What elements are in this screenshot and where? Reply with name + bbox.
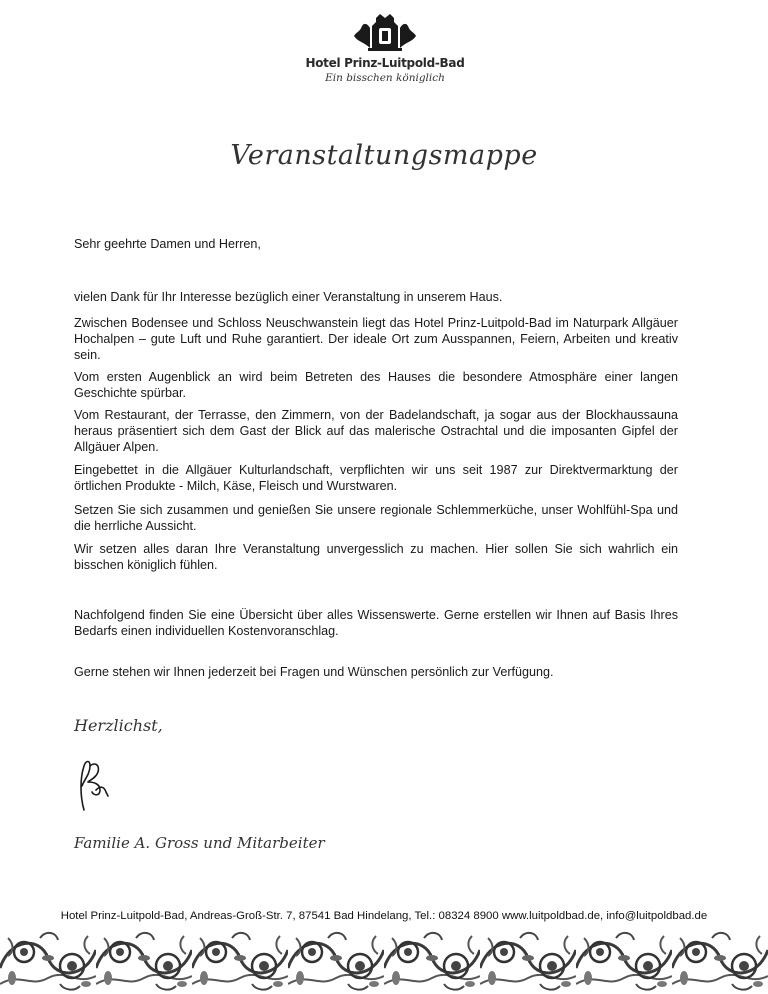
letter-salutation xyxy=(74,236,678,252)
logo-tagline: Ein bisschen königlich xyxy=(325,72,445,84)
letter-paragraph-3 xyxy=(74,369,678,401)
paragraph-text: Zwischen Bodensee und Schloss Neuschwanstein liegt das Hotel Prinz-Luitpold-Bad im Naturpark Allgäuer Hochalpen – gute Luft und Ruhe garantiert. Der ideale Ort zum Ausspannen, Feiern, Arbeiten und kreativ sein. xyxy=(74,316,678,362)
letter-paragraph-2 xyxy=(74,315,678,363)
hotel-crest-icon xyxy=(346,12,424,52)
letter-paragraph-5 xyxy=(74,462,678,494)
paragraph-text: Nachfolgend finden Sie eine Übersicht über alles Wissenswerte. Gerne erstellen wir Ihnen auf Basis Ihres Bedarfs einen individuellen Kostenvoranschlag. xyxy=(74,608,678,638)
paragraph-text: Vom Restaurant, der Terrasse, den Zimmern, von der Badelandschaft, ja sogar aus der Blockhaussauna heraus präsentiert sich dem Gast der Blick auf das malerische Ostrachtal und die imposanten Gipfel der Allgäuer Alpen. xyxy=(74,408,678,454)
letter-paragraph-1 xyxy=(74,289,678,305)
letter-paragraph-7 xyxy=(74,541,678,573)
letter-paragraph-6 xyxy=(74,502,678,534)
paragraph-text: Gerne stehen wir Ihnen jederzeit bei Fragen und Wünschen persönlich zur Verfügung. xyxy=(74,665,554,679)
logo-hotel-name: Hotel Prinz-Luitpold-Bad xyxy=(305,56,465,70)
paragraph-text: Vom ersten Augenblick an wird beim Betreten des Hauses die besondere Atmosphäre einer langen Geschichte spürbar. xyxy=(74,370,678,400)
letter-paragraph-4 xyxy=(74,407,678,455)
salutation-text: Sehr geehrte Damen und Herren, xyxy=(74,237,261,251)
letter-closing: Herzlichst, xyxy=(74,716,163,735)
paragraph-text: vielen Dank für Ihr Interesse bezüglich einer Veranstaltung in unserem Haus. xyxy=(74,290,503,304)
letter-paragraph-8 xyxy=(74,607,678,639)
document-title: Veranstaltungsmappe xyxy=(230,140,538,171)
letter-paragraph-9 xyxy=(74,664,678,680)
hotel-logo xyxy=(290,12,480,84)
letter-sender: Familie A. Gross und Mitarbeiter xyxy=(74,834,325,852)
paragraph-text: Wir setzen alles daran Ihre Veranstaltung unvergesslich zu machen. Hier sollen Sie sich wahrlich ein bisschen königlich fühlen. xyxy=(74,542,678,572)
paragraph-text: Eingebettet in die Allgäuer Kulturlandschaft, verpflichten wir uns seit 1987 zur Direktvermarktung der örtlichen Produkte - Milch, Käse, Fleisch und Wurstwaren. xyxy=(74,463,678,493)
footer-contact: Hotel Prinz-Luitpold-Bad, Andreas-Groß-Str. 7, 87541 Bad Hindelang, Tel.: 08324 8900 www.luitpoldbad.de, info@luitpoldbad.de xyxy=(60,910,708,922)
handwritten-signature-icon xyxy=(70,756,118,816)
baroque-ornament-border xyxy=(0,928,768,994)
paragraph-text: Setzen Sie sich zusammen und genießen Sie unsere regionale Schlemmerküche, unser Wohlfühl-Spa und die herrliche Aussicht. xyxy=(74,503,678,533)
